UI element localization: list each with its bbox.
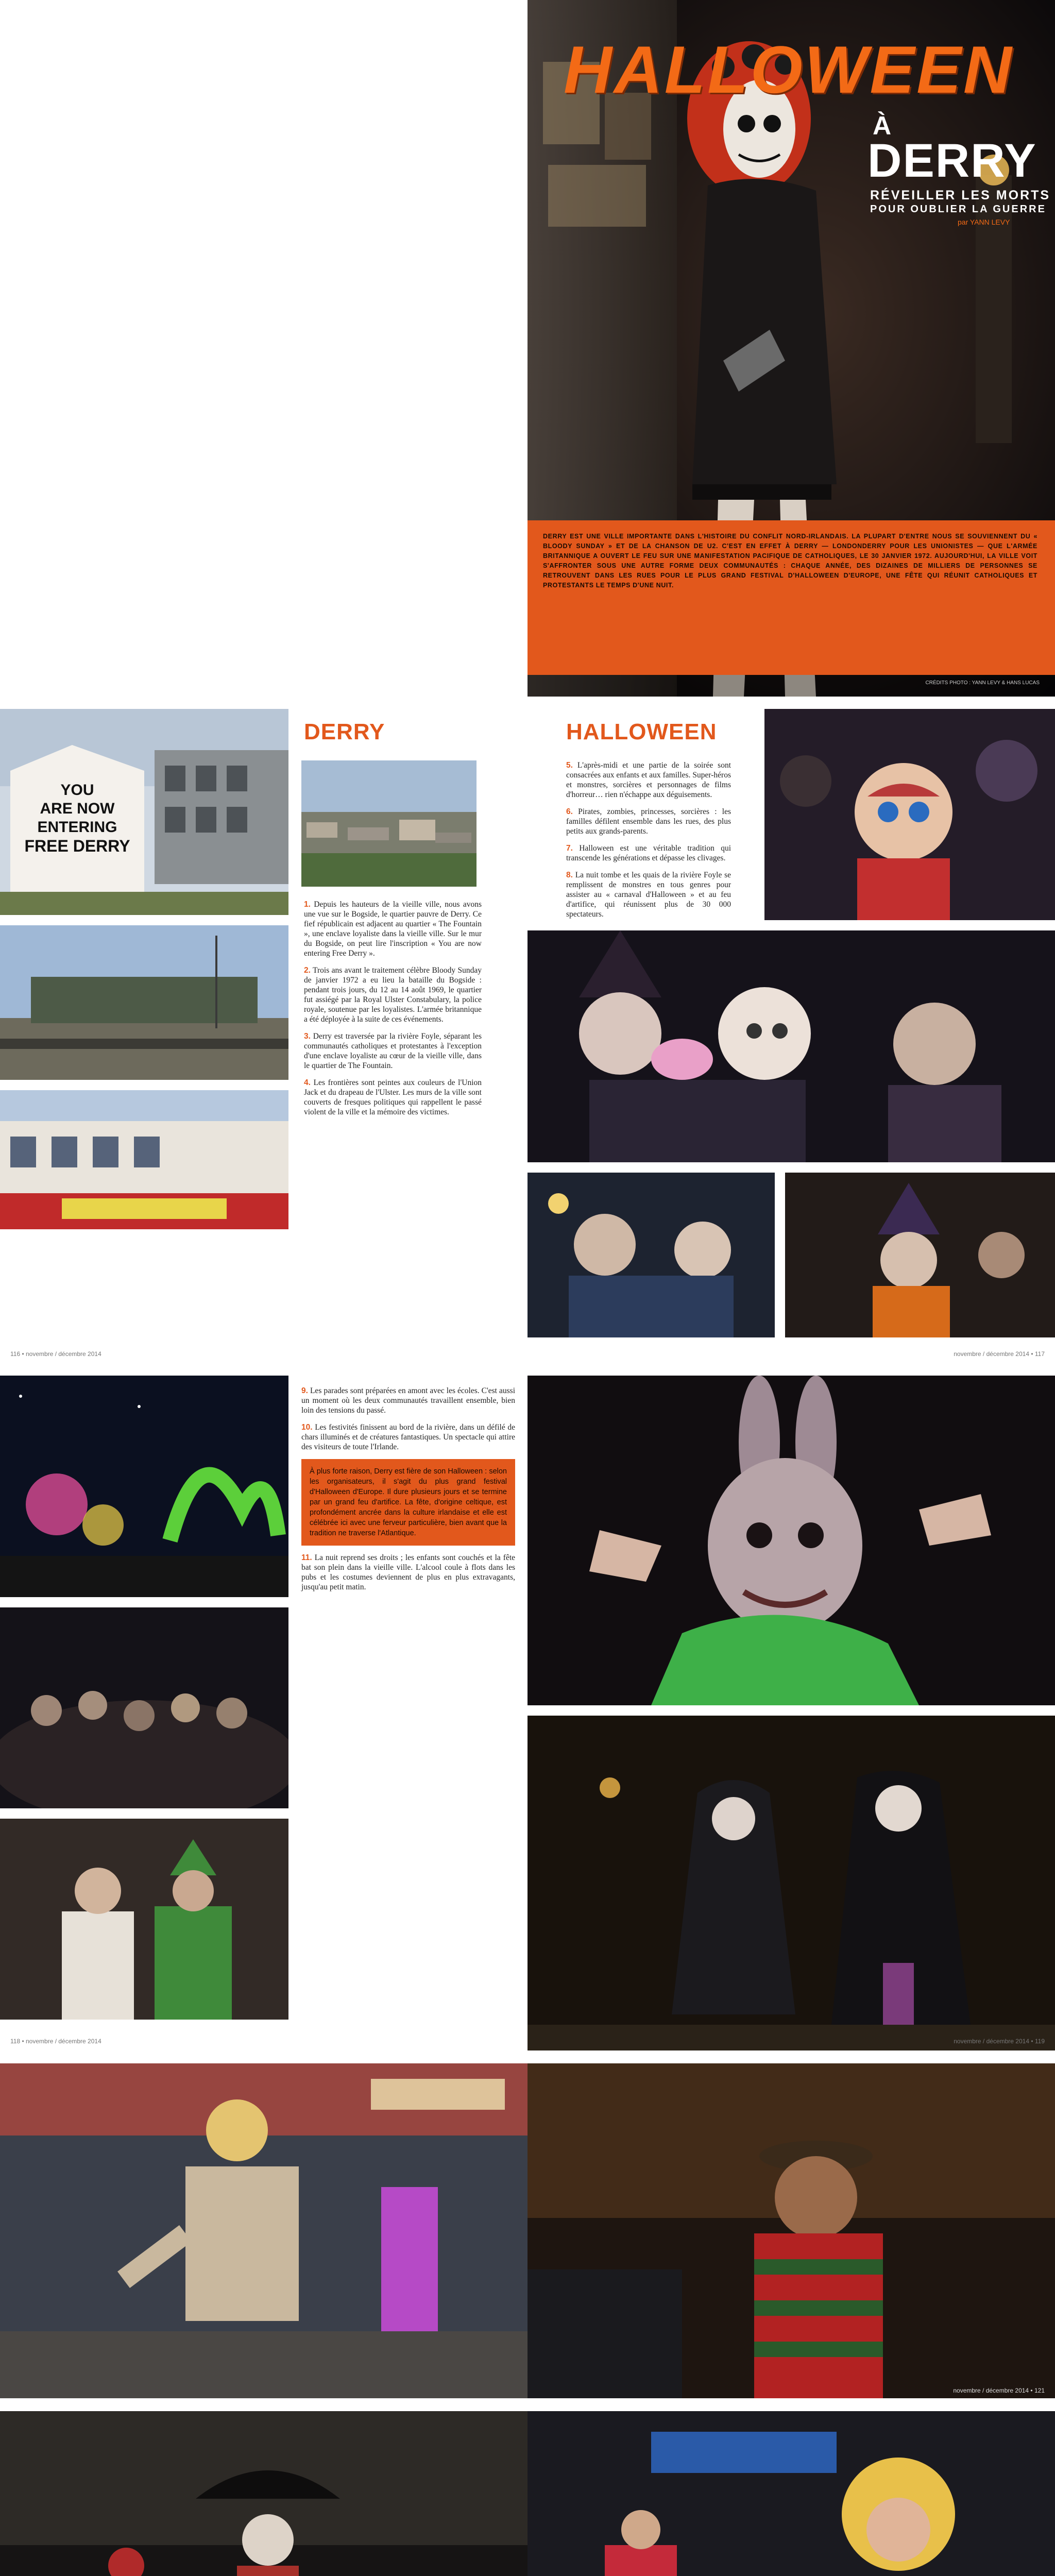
free-derry-mural-photo — [0, 709, 288, 915]
cover-intro-box — [528, 520, 1055, 675]
spread-2-left-page — [0, 709, 528, 1363]
derry-aerial-photo — [301, 760, 477, 887]
bishop-costume-photo — [0, 1819, 288, 2020]
paragraph: 10. Les festivités finissent au bord de la rivière, dans un défilé de chars illuminés et de créatures fantastiques. Un spectacle qui attire des visiteurs de toute l'Irlande. — [301, 1423, 516, 1451]
mural-text — [15, 781, 139, 855]
folio-right: novembre / décembre 2014 • 121 — [953, 2387, 1045, 2394]
paragraph: 7. Halloween est une véritable tradition qui transcende les générations et dépasse les clivages. — [566, 844, 731, 862]
derry-street-mural-photo — [0, 1090, 288, 1229]
cover-credit: CRÉDITS PHOTO : YANN LEVY & HANS LUCAS — [925, 680, 1040, 686]
cover-place: DERRY — [867, 134, 1037, 187]
freddy-krueger-photo — [528, 2063, 1055, 2398]
spread-3-right-page — [528, 1376, 1055, 2050]
mural-line-4: FREE DERRY — [24, 837, 130, 855]
drag-queen-photo — [528, 2411, 1055, 2576]
paragraph: 6. Pirates, zombies, princesses, sorcières : les familles défilent ensemble dans les rues, des plus petits aux grands-parents. — [566, 807, 731, 836]
mural-line-2: ARE NOW — [40, 800, 115, 817]
spread-2-right-page — [528, 709, 1055, 1363]
paragraph: 11. La nuit reprend ses droits ; les enfants sont couchés et la fête bat son plein dans la vieille ville. L'alcool coule à flots dans les pubs et les costumes deviennent de plus en plus extravagants, jusqu'au petit matin. — [301, 1553, 516, 1591]
section-title-derry: DERRY — [304, 719, 385, 744]
paragraph: 9. Les parades sont préparées en amont avec les écoles. C'est aussi un moment où les deux communautés travaillent ensemble, bien loin des tensions du passé. — [301, 1386, 516, 1415]
halloween-text-column — [566, 760, 731, 926]
derry-text-column — [304, 900, 482, 1124]
paragraph: 2. Trois ans avant le traitement célèbre Bloody Sunday de janvier 1972 a eu lieu la bataille du Bogside : pendant trois jours, du 12 au 14 août 1969, le quartier fut assiégé par la Royal Ulster Constabulary, la police royale, soutenue par les loyalistes. L'armée britannique a été déployée à la suite de ces événements. — [304, 966, 482, 1024]
kids-costume-photo-a — [528, 1173, 775, 1337]
kids-costume-photo-b — [785, 1173, 1055, 1337]
section-title-halloween: HALLOWEEN — [566, 719, 717, 744]
cover-subtitle-2: POUR OUBLIER LA GUERRE — [870, 204, 1046, 215]
cover-spread — [0, 0, 1055, 697]
cover-right-page — [528, 0, 1055, 697]
spread-5-left-page — [0, 2411, 528, 2576]
cover-intro-text: DERRY EST UNE VILLE IMPORTANTE DANS L'HISTOIRE DU CONFLIT NORD-IRLANDAIS. LA PLUPART D'ENTRE NOUS SE SOUVIENNENT DU « BLOODY SUNDAY » ET DE LA CHANSON DE U2. C'EST EN EFFET À DERRY — LONDONDERRY POUR LES UNIONISTES — QUE L'ARMÉE BRITANNIQUE A OUVERT LE FEU SUR UNE MANIFESTATION PACIFIQUE DE CATHOLIQUES, LE 30 JANVIER 1972. AUJOURD'HUI, LA VILLE VOIT S'AFFRONTER SOUS UNE AUTRE FORME DEUX COMMUNAUTÉS : CHAQUE ANNÉE, DES DIZAINES DE MILLIERS DE PERSONNES SE RETROUVENT DANS LES RUES POUR LE PLUS GRAND FESTIVAL D'HALLOWEEN D'EUROPE, UNE FÊTE QUI RÉUNIT CATHOLIQUES ET PROTESTANTS LE TEMPS D'UNE NUIT. — [543, 533, 1037, 589]
umbrella-ghoul-photo — [0, 2411, 528, 2576]
spread-4-right-page — [528, 2063, 1055, 2398]
derry-barracks-photo — [0, 925, 288, 1080]
highlight-box — [301, 1459, 515, 1546]
folio-right: novembre / décembre 2014 • 119 — [954, 2038, 1045, 2045]
paragraph: 3. Derry est traversée par la rivière Foyle, séparant les communautés catholiques et protestantes à l'exception d'une enclave loyaliste au cœur de la vieille ville, dans le quartier de The Fountain. — [304, 1032, 482, 1070]
rabbit-mask-photo — [528, 1376, 1055, 1705]
spread-4 — [0, 2063, 1055, 2398]
cover-left-page-blank — [0, 0, 528, 697]
spread-5 — [0, 2411, 1055, 2576]
folio-right: novembre / décembre 2014 • 117 — [954, 1350, 1045, 1358]
folio-left: 118 • novembre / décembre 2014 — [10, 2038, 101, 2045]
spread-4-left-page — [0, 2063, 528, 2398]
spread-3-text-column — [301, 1386, 515, 1599]
cover-subtitle-1: RÉVEILLER LES MORTS — [870, 188, 1051, 202]
witch-girls-photo — [528, 930, 1055, 1162]
paragraph: 1. Depuis les hauteurs de la vieille ville, nous avons une vue sur le Bogside, le quartier pauvre de Derry. Ce fief républicain est adjacent au quartier « The Fountain », une enclave loyaliste dans la vieille ville. Sur le mur du Bogside, on peut lire l'inscription « You are now entering Free Derry ». — [304, 900, 482, 958]
crowd-night-photo — [0, 1607, 288, 1808]
hooded-costumes-photo — [528, 1716, 1055, 2050]
spread-3-left-page — [0, 1376, 528, 2050]
dancing-zombie-photo — [0, 2063, 528, 2398]
folio-left: 116 • novembre / décembre 2014 — [10, 1350, 101, 1358]
paragraph: 8. La nuit tombe et les quais de la rivière Foyle se remplissent de monstres en tous genres pour assister au « carnaval d'Halloween » et au feu d'artifice, qui réunissent plus de 30 000 spectateurs. — [566, 871, 731, 919]
spread-2 — [0, 709, 1055, 1363]
cover-a: À — [873, 111, 892, 140]
paragraph: 5. L'après-midi et une partie de la soirée sont consacrées aux enfants et aux familles. Super-héros et monstres, sorcières et personnages de films d'horreur… rien n'échappe aux déguisements. — [566, 761, 731, 799]
paragraph: 4. Les frontières sont peintes aux couleurs de l'Union Jack et du drapeau de l'Ulster. Les murs de la ville sont couverts de fresques politiques qui rappellent le passé violent de la ville et la mémoire des victimes. — [304, 1078, 482, 1116]
highlight-text: À plus forte raison, Derry est fière de son Halloween : selon les organisateurs, il s'agit du plus grand festival d'Halloween d'Europe. Il dure plusieurs jours et se termine par un grand feu d'artifice. La fête, d'origine celtique, est profondément ancrée dans la culture irlandaise et elle est célébrée ici avec une ferveur particulière, bien avant que la tradition ne traverse l'Atlantique. — [310, 1467, 507, 1537]
cover-title: HALLOWEEN — [564, 32, 1014, 107]
cover-byline: par YANN LEVY — [958, 218, 1010, 226]
spread-5-right-page — [528, 2411, 1055, 2576]
spread-3 — [0, 1376, 1055, 2050]
mural-line-1: YOU — [60, 782, 94, 799]
mural-line-3: ENTERING — [37, 819, 117, 836]
painted-face-child-photo — [764, 709, 1055, 920]
parade-lights-photo — [0, 1376, 288, 1597]
